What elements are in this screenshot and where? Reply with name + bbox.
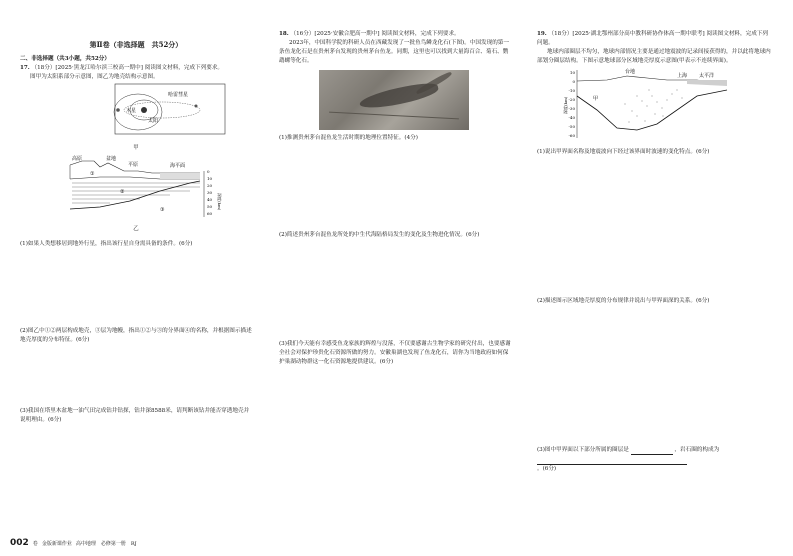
q18-sub2: (2)简述贵州茅台混鱼龙所处的中生代海陆格局发生的变化及生物进化情况。(6分) xyxy=(279,232,480,238)
fossil-photo xyxy=(319,70,469,130)
depth-tick: 60 xyxy=(207,211,213,216)
figure-label-yi: 乙 xyxy=(133,226,139,232)
q19-sub3-part-b: ，岩石圈的构成为 xyxy=(674,447,720,453)
crust-structure-diagram xyxy=(20,153,252,221)
comet-icon xyxy=(195,105,198,108)
y-tick: -40 xyxy=(568,115,575,120)
q19-sub3 xyxy=(537,446,773,474)
q18-sub3: (3)我们今天能有幸感受鱼龙家族的辉煌与没落，不仅要感谢古生物学家的研究付出，也要感谢全社会对保护珍贵化石资源所做的努力。安徽巢湖也发现了鱼龙化石，请你为当地政府如何保护巢湖动物群这一化石资源地提供建议。(6分) xyxy=(279,341,511,365)
q17-caption: 图甲为太阳系部分示意图，图乙为地壳结构示意图。 xyxy=(30,74,159,80)
column-left xyxy=(20,30,252,425)
q17-sub1: (1)如果人类想移居到地外行星，指出该行星自身需具备的条件。(6分) xyxy=(20,241,193,247)
y-axis-label: 深度(km) xyxy=(563,96,568,114)
sun-label: 太阳 xyxy=(148,118,159,124)
terrace-label: 台地 xyxy=(625,69,636,75)
y-tick: -50 xyxy=(568,124,575,129)
q18-material: 2023年，中国科学院的科研人员在西藏发现了一批鱼鸟鳞龙化石(下图)。中国发现的第一条鱼龙化石是在贵州茅台发现的贵州茅台鱼龙。同期，这里也可以找到大量海百合、菊石、鹦鹉螺等化石。 xyxy=(279,40,509,64)
layer-3-label: ③ xyxy=(160,207,165,213)
q17-sub2: (2)图乙中①②两层构成地壳，③层为地幔，指出①②与③的分界面④的名称，并根据图示描述地壳厚度的分布特征。(6分) xyxy=(20,328,252,343)
column-middle xyxy=(279,30,512,367)
depth-tick: 10 xyxy=(207,176,213,181)
y-tick: -60 xyxy=(568,133,575,138)
depth-tick: 50 xyxy=(207,204,213,209)
q17-number: 17. xyxy=(20,65,30,71)
depth-tick: 20 xyxy=(207,183,213,188)
layer-2-label: ② xyxy=(120,189,125,195)
q19-number: 19. xyxy=(537,31,547,37)
figure-label-jia: 甲 xyxy=(133,145,139,151)
q19-sub3-part-c: 。(6分) xyxy=(537,466,557,472)
q17-intro xyxy=(20,64,252,73)
section-title: 第Ⅱ卷（非选择题 共52分） xyxy=(89,40,183,49)
column-right xyxy=(537,30,773,474)
comet-label: 哈雷彗星 xyxy=(168,92,189,98)
q19-intro xyxy=(537,30,773,48)
y-tick: 0 xyxy=(572,79,575,84)
y-tick: -30 xyxy=(568,106,575,111)
q19-intro-text: （18分）[2025·湖北鄂州部分高中教科研协作体高一期中联考] 阅读图文材料，完成下列问题。 xyxy=(537,31,768,46)
q19-sub2: (2)描述图示区域地壳厚度的分布规律并说出与甲界面深的关系。(6分) xyxy=(537,298,710,304)
depth-tick: 40 xyxy=(207,197,213,202)
q18-number: 18. xyxy=(279,31,289,37)
pacific-label: 太平洋 xyxy=(699,73,715,79)
solar-system-diagram xyxy=(20,82,252,140)
q17-intro-text: （18分）[2025·黑龙江哈尔滨三校高一期中] 阅读图文材料，完成下列要求。 xyxy=(31,65,224,71)
depth-tick: 0 xyxy=(207,169,210,174)
interface-jia-label: 甲 xyxy=(593,96,599,102)
shanghai-label: 上海 xyxy=(677,73,688,79)
q19-sub3-part-a: (3)图中甲界面以下部分所属的圈层是 xyxy=(537,447,629,453)
footer-text-2: 金版新课作业 xyxy=(41,540,72,547)
footer-text-1: 卷 xyxy=(32,540,38,547)
y-tick: -10 xyxy=(568,88,575,93)
footer-text-3: 高中地理 必修第一册 RJ xyxy=(75,540,137,547)
q19-sub1: (1)说出甲界面名称及地震波向下经过该界面时波速的变化特点。(6分) xyxy=(537,149,710,155)
y-tick: 10 xyxy=(569,70,575,75)
sun-icon xyxy=(141,107,147,113)
figure-solar-system xyxy=(20,82,252,153)
answer-blank[interactable] xyxy=(631,448,673,455)
page-number: 002 xyxy=(10,538,29,548)
q18-intro xyxy=(279,30,512,39)
jupiter-icon xyxy=(116,108,120,112)
q19-material: 地球内部圈层不均匀，地球内部情况主要是通过地震波的记录间接获得的，并以此将地球内部划分圈层结构。下图示意地球部分区域地壳厚度示意图(甲表示不连续界面)。 xyxy=(537,49,771,64)
plateau-label: 高原 xyxy=(72,156,83,162)
layer-1-label: ① xyxy=(90,171,95,177)
figure-crust-structure xyxy=(20,153,252,234)
plain-label: 平原 xyxy=(128,162,139,168)
depth-tick: 30 xyxy=(207,190,213,195)
q18-intro-text: （16分）[2025·安徽合肥高一期中] 阅读图文材料，完成下列要求。 xyxy=(290,31,460,37)
depth-axis-label: 深度(km) xyxy=(217,193,222,211)
part-heading: 二、非选择题（共3小题，共52分） xyxy=(20,56,110,62)
answer-blank-long[interactable] xyxy=(537,457,687,465)
jupiter-label: 木星 xyxy=(126,108,137,114)
sea-level-label: 海平面 xyxy=(170,163,186,169)
q18-sub1: (1)推测贵州茅台混鱼龙生活时期的地理位置特征。(4分) xyxy=(279,135,418,141)
q17-sub3: (3)我国在塔里木盆地一油气田完成钻井钻探，钻井深8588米，请判断该钻井能否穿透地壳并说明理由。(6分) xyxy=(20,408,250,423)
crust-thickness-diagram xyxy=(537,66,773,140)
y-tick: -20 xyxy=(568,97,575,102)
page-footer xyxy=(10,538,137,548)
figure-crust-thickness xyxy=(537,66,773,144)
basin-label: 盆地 xyxy=(106,156,117,162)
